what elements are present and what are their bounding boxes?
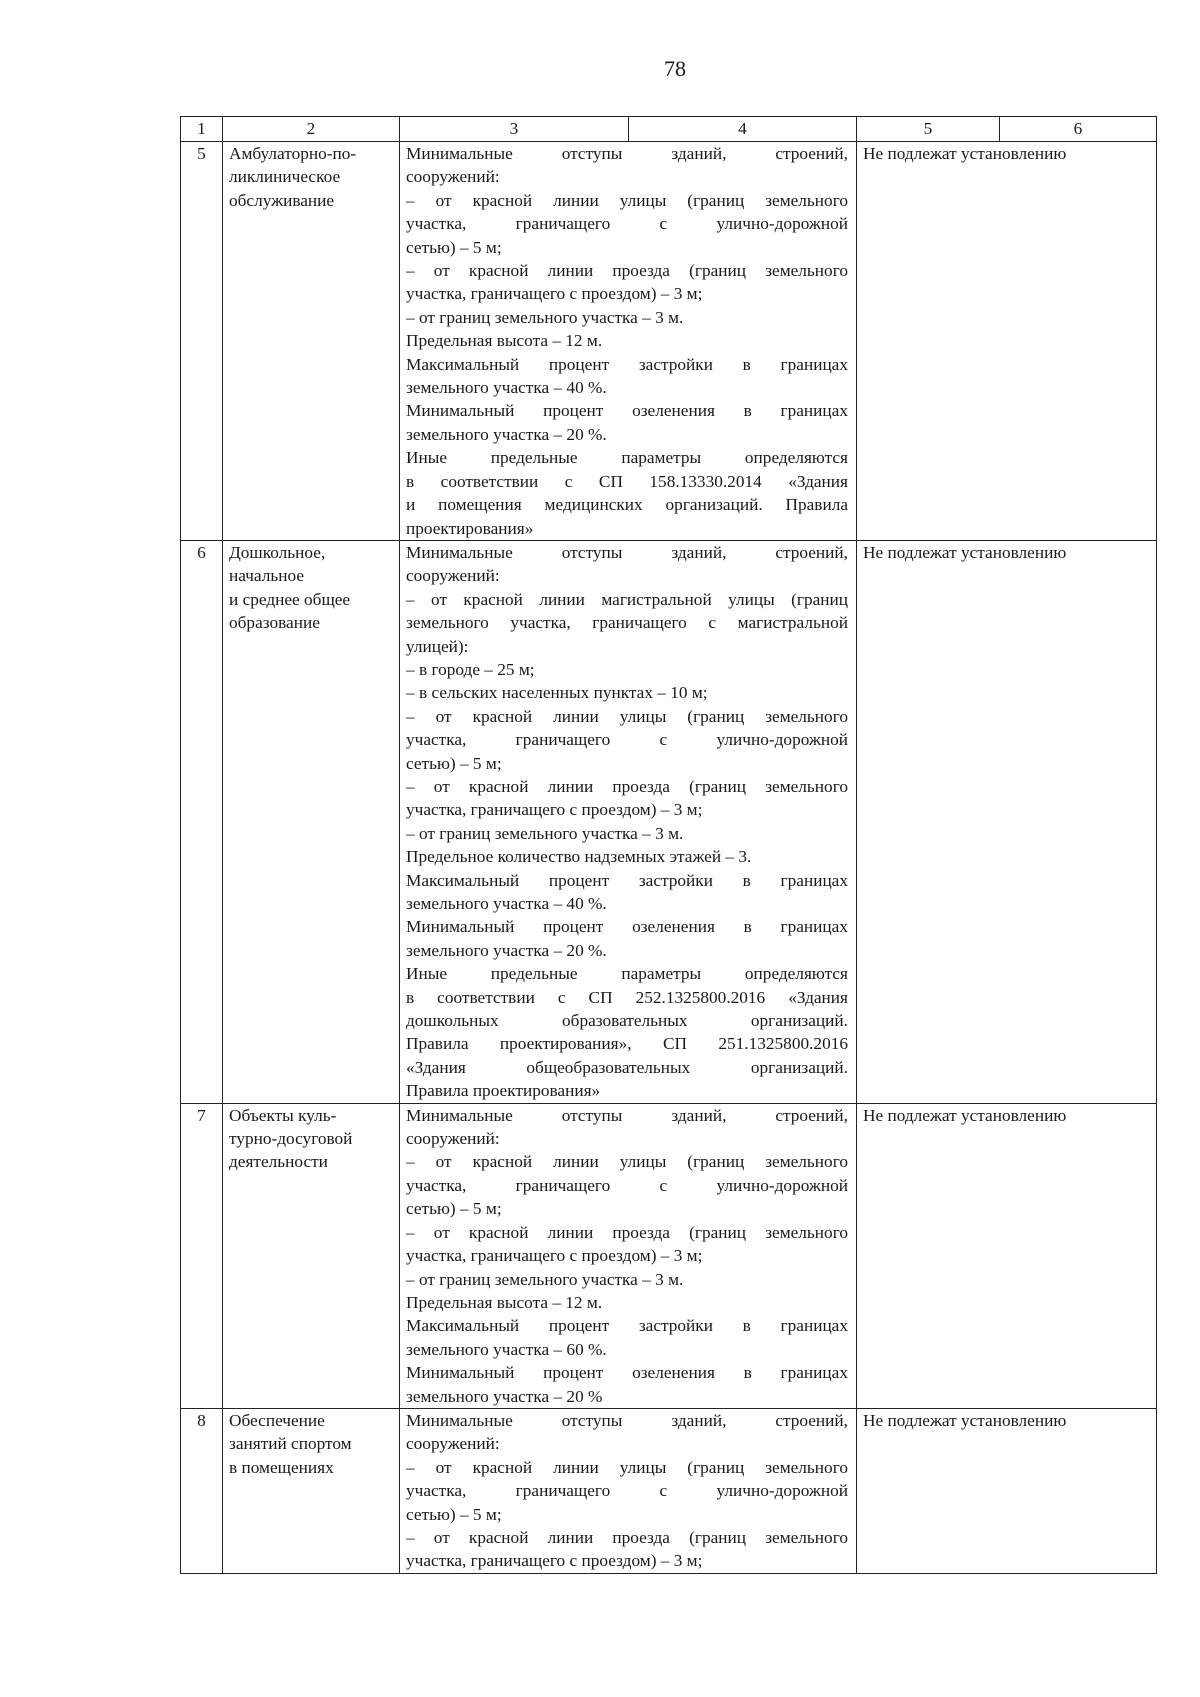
land-use-type <box>223 1408 400 1573</box>
parameter-line: – от красной линии проезда (границ земельного <box>406 261 848 281</box>
page-number: 78 <box>664 56 686 81</box>
row-number: 8 <box>181 1408 223 1573</box>
parameter-line: Правила проектирования», СП 251.1325800.2016 <box>406 1034 848 1054</box>
status-cell: Не подлежат установлению <box>857 1103 1157 1408</box>
status-cell: Не подлежат установлению <box>857 540 1157 1103</box>
parameter-line: Иные предельные параметры определяются <box>406 964 848 984</box>
status-cell: Не подлежат установлению <box>857 142 1157 541</box>
land-use-type-line: занятий спортом <box>229 1434 352 1454</box>
parameter-line: – в городе – 25 м; <box>406 659 535 679</box>
parameter-line: Правила проектирования» <box>406 1081 601 1101</box>
land-use-type-line: Дошкольное, <box>229 542 326 562</box>
parameter-line: земельного участка – 40 %. <box>406 894 607 913</box>
parameter-line: сетью) – 5 м; <box>406 237 502 257</box>
parameter-line: участка, граничащего с проездом) – 3 м; <box>406 284 703 304</box>
parameter-line: улицей): <box>406 636 469 656</box>
land-use-type-line: Обеспечение <box>229 1410 325 1430</box>
parameter-line: земельного участка – 60 %. <box>406 1339 607 1359</box>
land-use-type-line: начальное <box>229 566 305 586</box>
parameter-line: Минимальные отступы зданий, строений, <box>406 1410 848 1430</box>
parameter-line: участка, граничащего с улично-дорожной <box>406 1175 848 1195</box>
parameter-line: участка, граничащего с улично-дорожной <box>406 214 848 234</box>
parameter-line: Максимальный процент застройки в границах <box>406 1316 848 1336</box>
column-header: 6 <box>1000 117 1157 142</box>
parameter-line: – от границ земельного участка – 3 м. <box>406 1269 684 1289</box>
land-use-type-line: ликлиническое <box>229 167 341 187</box>
parameter-line: – от границ земельного участка – 3 м. <box>406 823 684 843</box>
parameter-line: Максимальный процент застройки в границах <box>406 870 848 890</box>
land-use-type <box>223 142 400 541</box>
parameter-line: земельного участка – 20 %. <box>406 424 607 444</box>
parameter-line: участка, граничащего с улично-дорожной <box>406 1481 848 1501</box>
parameter-line: земельного участка, граничащего с магистральной <box>406 613 848 633</box>
parameter-line: Максимальный процент застройки в границах <box>406 354 848 374</box>
column-number-row <box>181 117 1157 142</box>
parameter-line: дошкольных образовательных организаций. <box>406 1011 848 1031</box>
land-use-type-line: Амбулаторно-по- <box>229 144 357 163</box>
land-use-type <box>223 540 400 1103</box>
parameter-line: сооружений: <box>406 566 500 586</box>
parameter-line: в соответствии с СП 252.1325800.2016 «Здания <box>406 987 848 1007</box>
land-use-type-line: турно-досуговой <box>229 1129 353 1149</box>
parameter-line: Предельная высота – 12 м. <box>406 331 603 351</box>
parameter-line: земельного участка – 40 %. <box>406 378 607 398</box>
parameter-line: Предельное количество надземных этажей – 3. <box>406 847 752 867</box>
limit-parameters <box>400 1103 857 1408</box>
parameter-line: в соответствии с СП 158.13330.2014 «Здания <box>406 471 848 491</box>
parameter-line: сооружений: <box>406 1129 500 1149</box>
parameter-line: Иные предельные параметры определяются <box>406 448 848 468</box>
parameter-line: – от красной линии проезда (границ земельного <box>406 776 848 796</box>
parameter-line: Минимальный процент озеленения в границах <box>406 1363 848 1383</box>
land-use-type-line: обслуживание <box>229 190 335 210</box>
parameter-line: Предельная высота – 12 м. <box>406 1292 603 1312</box>
column-header: 3 <box>400 117 629 142</box>
status-cell: Не подлежат установлению <box>857 1408 1157 1573</box>
parameter-line: Минимальные отступы зданий, строений, <box>406 144 848 163</box>
parameter-line: Минимальные отступы зданий, строений, <box>406 542 848 562</box>
parameter-line: – от красной линии проезда (границ земельного <box>406 1222 848 1242</box>
land-use-type-line: образование <box>229 613 320 633</box>
column-header: 2 <box>223 117 400 142</box>
row-number: 6 <box>181 540 223 1103</box>
parameter-line: – от красной линии магистральной улицы (границ <box>406 589 848 609</box>
table-row <box>181 1408 1157 1573</box>
column-header: 4 <box>629 117 857 142</box>
parameter-line: и помещения медицинских организаций. Правила <box>406 495 848 515</box>
column-header: 1 <box>181 117 223 142</box>
land-use-type-line: в помещениях <box>229 1457 334 1477</box>
parameter-line: участка, граничащего с проездом) – 3 м; <box>406 1246 703 1266</box>
parameter-line: сооружений: <box>406 167 500 187</box>
land-use-type-line: и среднее общее <box>229 589 351 609</box>
parameter-line: – от красной линии улицы (границ земельного <box>406 190 848 210</box>
parameter-line: – от красной линии улицы (границ земельного <box>406 706 848 726</box>
parameter-line: «Здания общеобразовательных организаций. <box>406 1057 848 1077</box>
table-row <box>181 540 1157 1103</box>
parameter-line: земельного участка – 20 % <box>406 1386 603 1406</box>
row-number: 7 <box>181 1103 223 1408</box>
parameter-line: – от красной линии улицы (границ земельного <box>406 1152 848 1172</box>
parameter-line: сооружений: <box>406 1434 500 1454</box>
parameter-line: сетью) – 5 м; <box>406 1504 502 1524</box>
parameter-line: – в сельских населенных пунктах – 10 м; <box>406 683 708 703</box>
parameter-line: Минимальные отступы зданий, строений, <box>406 1105 848 1125</box>
land-use-type-line: деятельности <box>229 1152 328 1172</box>
limit-parameters <box>400 540 857 1103</box>
table-row <box>181 142 1157 541</box>
land-use-type <box>223 1103 400 1408</box>
limit-parameters <box>400 142 857 541</box>
column-header: 5 <box>857 117 1000 142</box>
parameter-line: сетью) – 5 м; <box>406 1199 502 1219</box>
parameter-line: – от границ земельного участка – 3 м. <box>406 307 684 327</box>
parameter-line: проектирования» <box>406 518 534 538</box>
land-use-type-line: Объекты куль- <box>229 1105 337 1125</box>
parameter-line: Минимальный процент озеленения в границах <box>406 917 848 937</box>
limit-parameters <box>400 1408 857 1573</box>
parameter-line: Минимальный процент озеленения в границах <box>406 401 848 421</box>
parameter-line: участка, граничащего с проездом) – 3 м; <box>406 1551 703 1571</box>
parameter-line: сетью) – 5 м; <box>406 753 502 773</box>
parameter-line: земельного участка – 20 %. <box>406 940 607 960</box>
parameter-line: участка, граничащего с улично-дорожной <box>406 730 848 750</box>
parameter-line: участка, граничащего с проездом) – 3 м; <box>406 800 703 820</box>
row-number: 5 <box>181 142 223 541</box>
table-row <box>181 1103 1157 1408</box>
parameter-line: – от красной линии проезда (границ земельного <box>406 1527 848 1547</box>
regulations-table <box>180 116 1157 1574</box>
parameter-line: – от красной линии улицы (границ земельного <box>406 1457 848 1477</box>
